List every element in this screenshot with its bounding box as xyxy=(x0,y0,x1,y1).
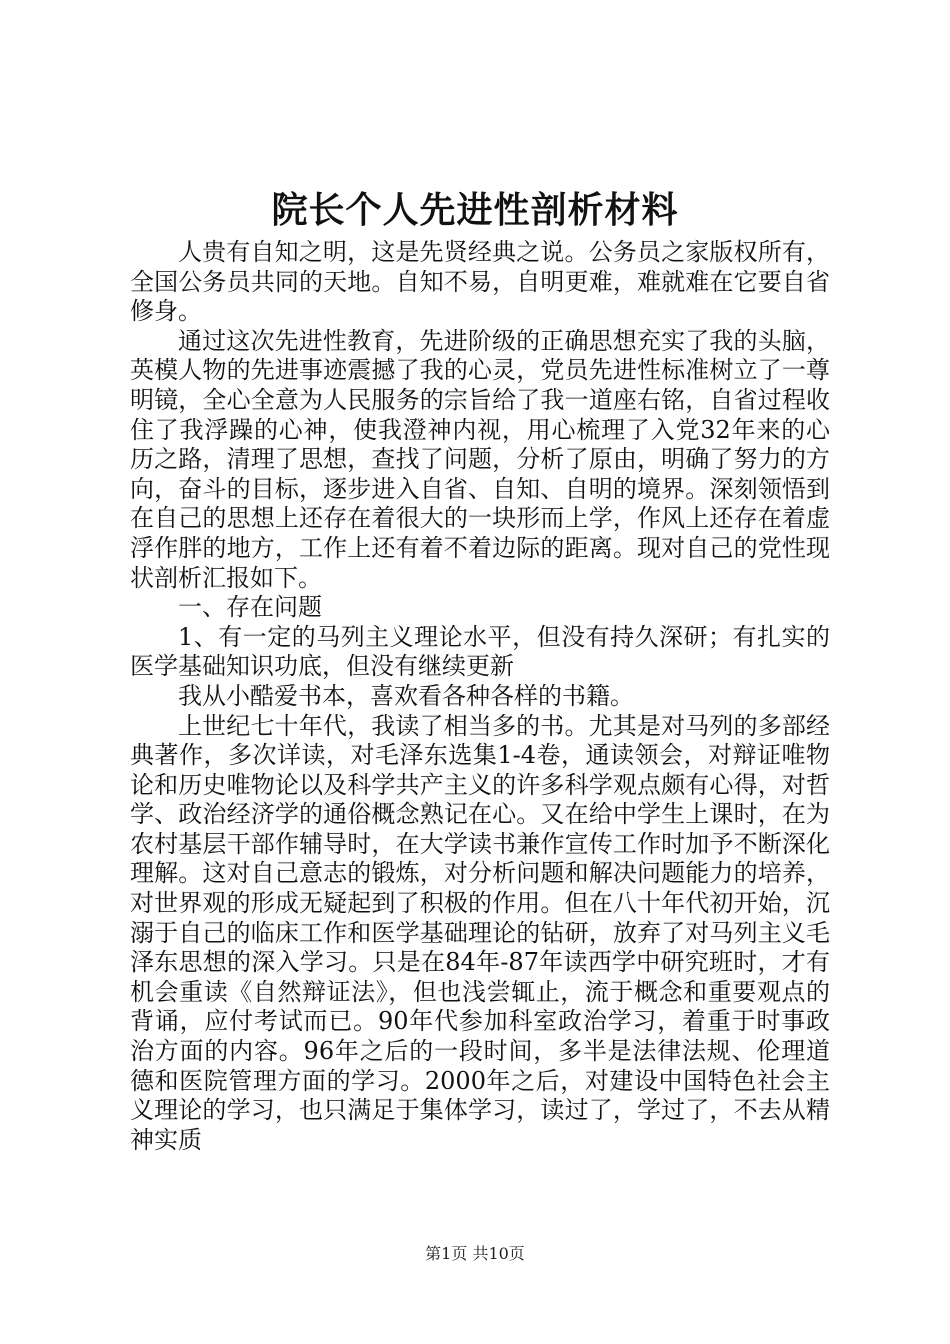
section-heading-problems: 一、存在问题 xyxy=(178,593,322,622)
page-title: 院长个人先进性剖析材料 xyxy=(271,189,679,231)
document-body xyxy=(130,238,830,1155)
page-number-footer: 第1页 共10页 xyxy=(425,1244,525,1263)
paragraph-intro: 人贵有自知之明，这是先贤经典之说。公务员之家版权所有，全国公务员共同的天地。自知不易，自明更难，难就难在它要自省修身。 xyxy=(130,238,830,326)
paragraph-education: 通过这次先进性教育，先进阶级的正确思想充实了我的头脑，英模人物的先进事迹震撼了我的心灵，党员先进性标准树立了一尊明镜，全心全意为人民服务的宗旨给了我一道座右铭，自省过程收住了我浮躁的心神，使我澄神内视，用心梳理了入党32年来的心历之路，清理了思想，查找了问题，分析了原由，明确了努力的方向，奋斗的目标，逐步进入自省、自知、自明的境界。深刻领悟到在自己的思想上还存在着很大的一块形而上学，作风上还存在着虚浮作胖的地方，工作上还有着不着边际的距离。现对自己的党性现状剖析汇报如下。 xyxy=(130,326,830,592)
paragraph-history: 上世纪七十年代，我读了相当多的书。尤其是对马列的多部经典著作，多次详读，对毛泽东选集1-4卷，通读领会，对辩证唯物论和历史唯物论以及科学共产主义的许多科学观点颇有心得，对哲学、政治经济学的通俗概念熟记在心。又在给中学生上课时，在为农村基层干部作辅导时，在大学读书兼作宣传工作时加予不断深化理解。这对自己意志的锻炼，对分析问题和解决问题能力的培养，对世界观的形成无疑起到了积极的作用。但在八十年代初开始，沉溺于自己的临床工作和医学基础理论的钻研，放弃了对马列主义毛泽东思想的深入学习。只是在84年-87年读西学中研究班时，才有机会重读《自然辩证法》，但也浅尝辄止，流于概念和重要观点的背诵，应付考试而已。90年代参加科室政治学习，着重于时事政治方面的内容。96年之后的一段时间，多半是法律法规、伦理道德和医院管理方面的学习。2000年之后，对建设中国特色社会主义理论的学习，也只满足于集体学习，读过了，学过了，不去从精神实质 xyxy=(130,711,830,1154)
subsection-heading-1: 1、有一定的马列主义理论水平，但没有持久深研；有扎实的医学基础知识功底，但没有继续更新 xyxy=(130,622,830,681)
paragraph-reading: 我从小酷爱书本，喜欢看各种各样的书籍。 xyxy=(178,681,634,710)
